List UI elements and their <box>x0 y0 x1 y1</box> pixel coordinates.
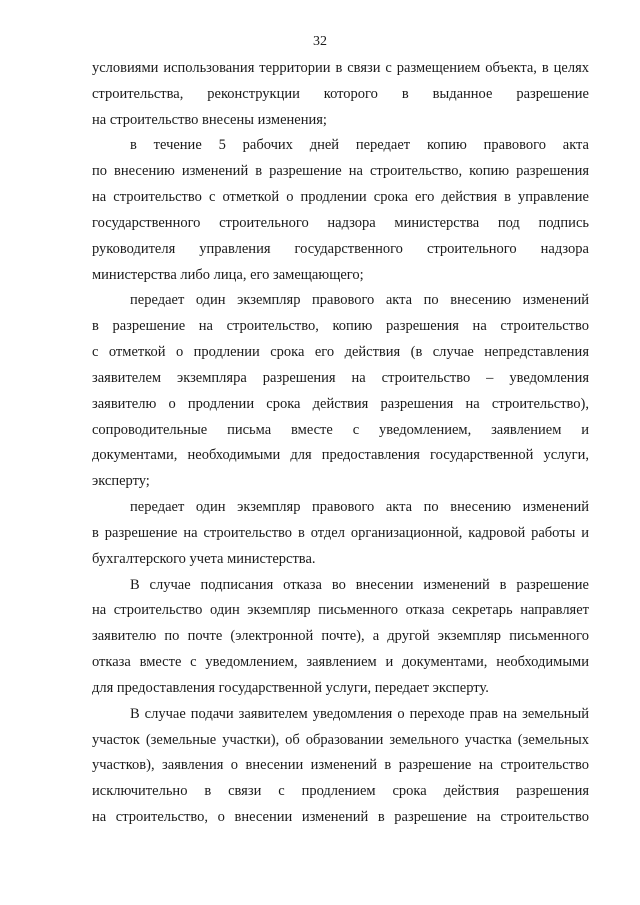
page-number: 32 <box>313 34 327 49</box>
text-line: в разрешение на строительство, копию разрешения на строительство <box>92 318 589 335</box>
text-line: на строительство внесены изменения; <box>92 111 327 128</box>
text-line: на строительство с отметкой о продлении срока его действия в управление <box>92 189 589 206</box>
text-line: государственного строительного надзора министерства под подпись <box>92 214 589 231</box>
text-line: исключительно в связи с продлением срока действия разрешения <box>92 783 589 800</box>
text-line: руководителя управления государственного строительного надзора <box>92 240 589 257</box>
text-line: на строительство, о внесении изменений в разрешение на строительство <box>92 809 589 826</box>
text-line: отказа вместе с уведомлением, заявлением и документами, необходимыми <box>92 654 589 671</box>
text-line: в разрешение на строительство в отдел организационной, кадровой работы и <box>92 524 589 541</box>
text-line: участков), заявления о внесении изменений в разрешение на строительство <box>92 757 589 774</box>
text-line: для предоставления государственной услуги, передает эксперту. <box>92 679 489 696</box>
text-line: участок (земельные участки), об образовании земельного участка (земельных <box>92 731 589 748</box>
text-line: бухгалтерского учета министерства. <box>92 550 316 567</box>
text-line: заявителю о продлении срока действия разрешения на строительство), <box>92 395 589 412</box>
text-line: передает один экземпляр правового акта по внесению изменений <box>130 499 589 516</box>
text-line: В случае подписания отказа во внесении изменений в разрешение <box>130 576 589 593</box>
text-line: сопроводительные письма вместе с уведомлением, заявлением и <box>92 421 589 438</box>
text-line: с отметкой о продлении срока его действия (в случае непредставления <box>92 344 589 361</box>
text-line: заявителю по почте (электронной почте), а другой экземпляр письменного <box>92 628 589 645</box>
text-line: заявителем экземпляра разрешения на строительство – уведомления <box>92 369 589 386</box>
text-line: условиями использования территории в связи с размещением объекта, в целях <box>92 60 589 76</box>
text-line: документами, необходимыми для предоставления государственной услуги, <box>92 447 589 464</box>
text-line: в течение 5 рабочих дней передает копию правового акта <box>130 137 589 154</box>
body-text <box>92 58 589 833</box>
text-line: министерства либо лица, его замещающего; <box>92 266 364 283</box>
text-line: В случае подачи заявителем уведомления о переходе прав на земельный <box>130 705 589 722</box>
text-line: на строительство один экземпляр письменного отказа секретарь направляет <box>92 602 589 619</box>
text-line: передает один экземпляр правового акта по внесению изменений <box>130 292 589 309</box>
text-line: по внесению изменений в разрешение на строительство, копию разрешения <box>92 163 589 180</box>
text-line: строительства, реконструкции которого в выданное разрешение <box>92 85 589 102</box>
text-line: эксперту; <box>92 473 150 490</box>
